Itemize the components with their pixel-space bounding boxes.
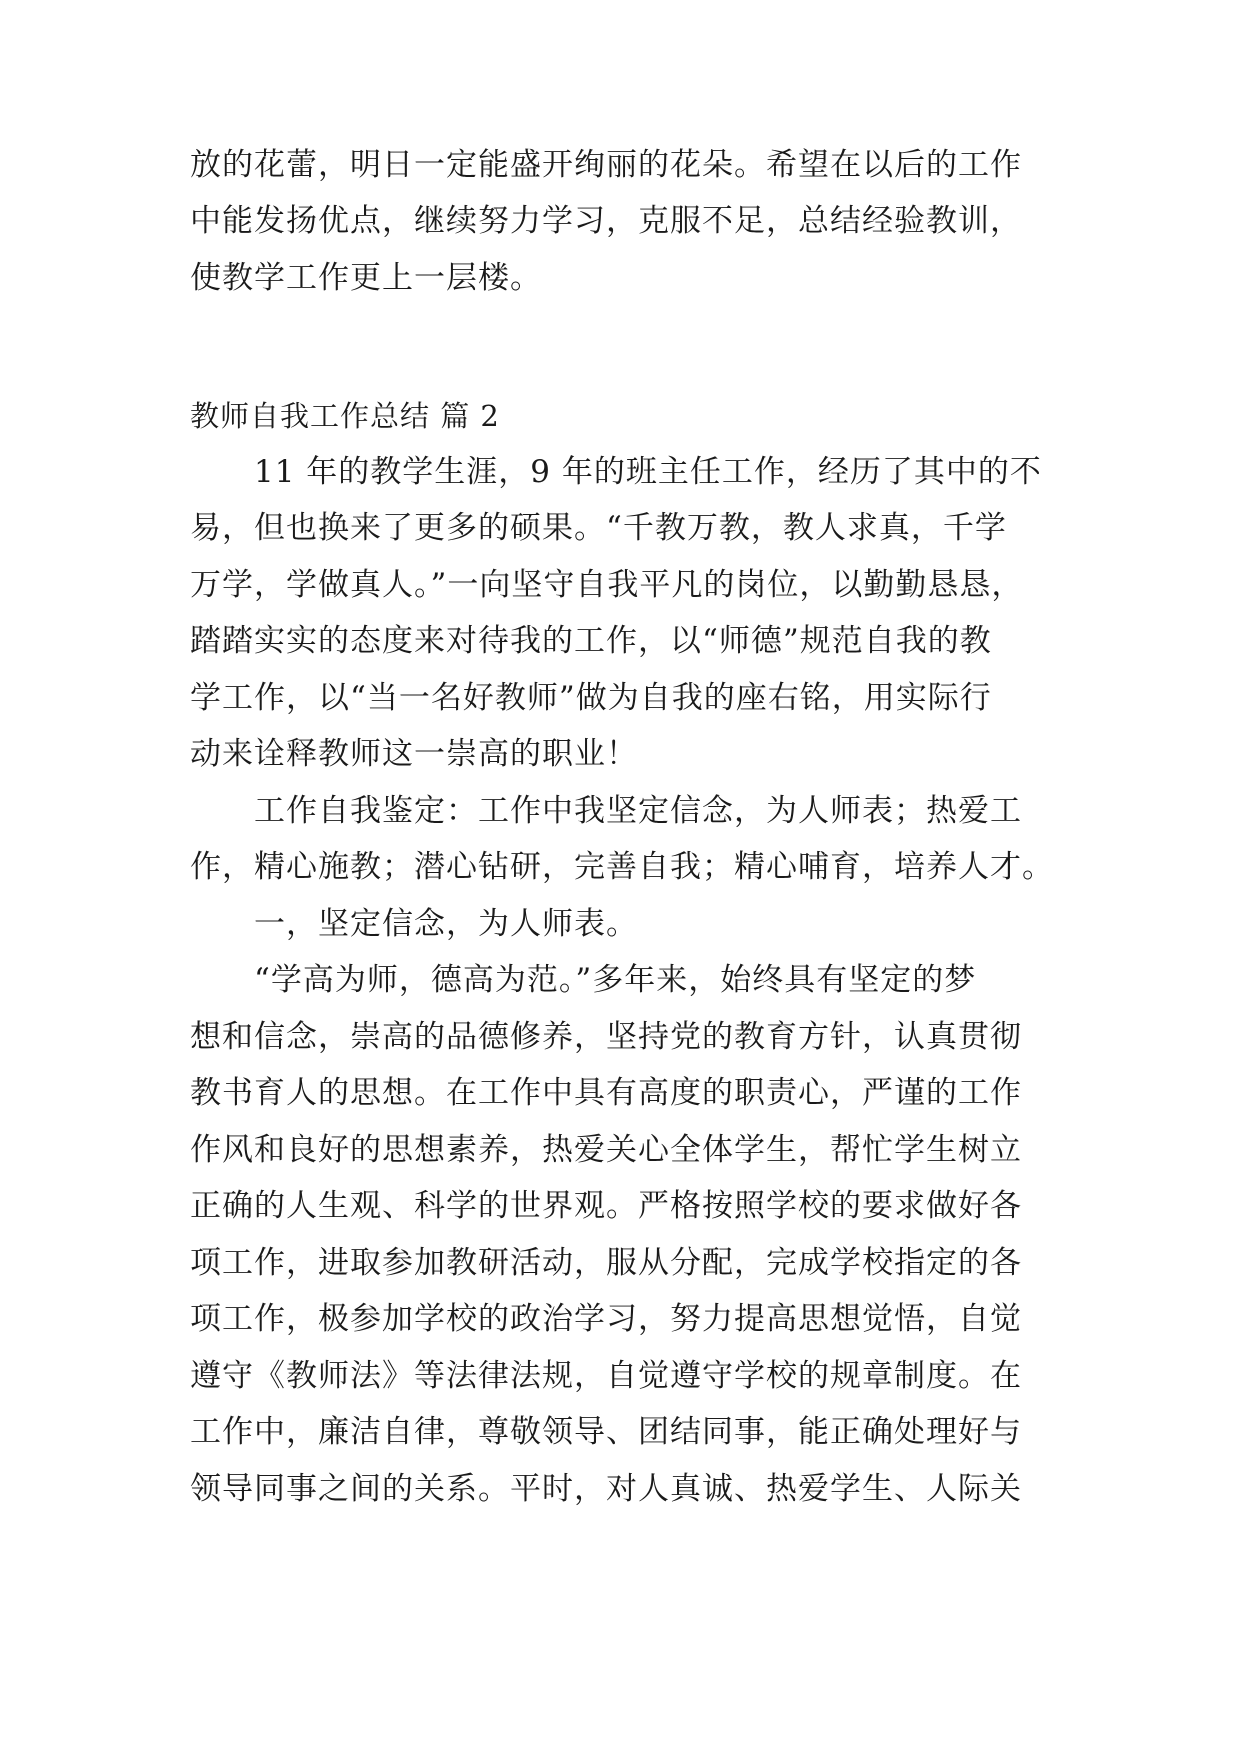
intro-line-3: 使教学工作更上一层楼。 — [190, 260, 542, 296]
section-title: 教师自我工作总结 篇 2 — [190, 399, 500, 433]
para3-line-2: 想和信念，崇高的品德修养，坚持党的教育方针，认真贯彻 — [190, 1019, 1022, 1055]
para3-line-8: 遵守《教师法》等法律法规，自觉遵守学校的规章制度。在 — [190, 1358, 1022, 1394]
para2-line-1: 工作自我鉴定：工作中我坚定信念，为人师表；热爱工 — [254, 793, 1022, 829]
para3-line-1: “学高为师，德高为范。”多年来，始终具有坚定的梦 — [254, 962, 977, 998]
intro-line-2: 中能发扬优点，继续努力学习，克服不足，总结经验教训， — [190, 203, 1022, 239]
para3-line-10: 领导同事之间的关系。平时，对人真诚、热爱学生、人际关 — [190, 1471, 1022, 1507]
para1-line-5: 学工作，以“当一名好教师”做为自我的座右铭，用实际行 — [190, 680, 992, 716]
para3-line-7: 项工作，极参加学校的政治学习，努力提高思想觉悟，自觉 — [190, 1301, 1022, 1337]
para3-line-5: 正确的人生观、科学的世界观。严格按照学校的要求做好各 — [190, 1188, 1022, 1224]
para1-line-2: 易，但也换来了更多的硕果。“千教万教，教人求真，千学 — [190, 510, 1007, 546]
intro-line-1: 放的花蕾，明日一定能盛开绚丽的花朵。希望在以后的工作 — [190, 147, 1022, 183]
para1-line-6: 动来诠释教师这一崇高的职业！ — [190, 736, 638, 772]
para1-line-4: 踏踏实实的态度来对待我的工作，以“师德”规范自我的教 — [190, 623, 992, 659]
para1-line-1: 11 年的教学生涯，9 年的班主任工作，经历了其中的不 — [254, 454, 1042, 490]
para3-line-6: 项工作，进取参加教研活动，服从分配，完成学校指定的各 — [190, 1245, 1022, 1281]
para3-line-4: 作风和良好的思想素养，热爱关心全体学生，帮忙学生树立 — [190, 1132, 1022, 1168]
para2-line-2: 作，精心施教；潜心钻研，完善自我；精心哺育，培养人才。 — [190, 849, 1054, 885]
point1-heading: 一，坚定信念，为人师表。 — [254, 906, 638, 942]
para3-line-3: 教书育人的思想。在工作中具有高度的职责心，严谨的工作 — [190, 1075, 1022, 1111]
para1-line-3: 万学，学做真人。”一向坚守自我平凡的岗位，以勤勤恳恳， — [190, 567, 1024, 603]
para3-line-9: 工作中，廉洁自律，尊敬领导、团结同事，能正确处理好与 — [190, 1414, 1022, 1450]
